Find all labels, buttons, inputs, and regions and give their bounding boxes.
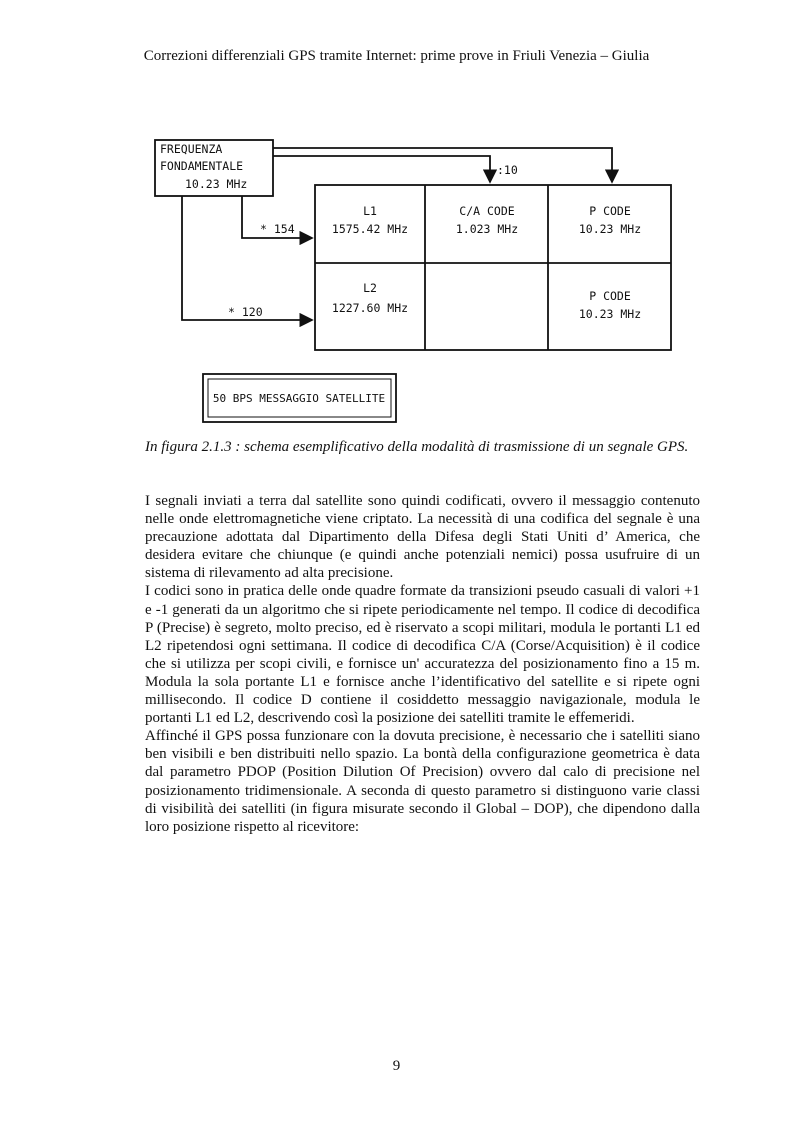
l2-freq: 1227.60 MHz [331, 301, 409, 315]
paragraph: I codici sono in pratica delle onde quadre formate da transizioni pseudo casuali di valori +1 e -1 generati da un algoritmo che si ripete periodicamente nel tempo. Il codice di decodifica P (Precise) è segreto, molto preciso, ed è riservato a scopi militari, modula le portanti L1 ed L2 ripetendosi ogni settimana. Il codice di decodifica C/A (Corse/Acquisition) è il codice che si utilizza per scopi civili, e fornisce un' accuratezza del posizionamento fino a 15 m. Modula la sola portante L1 e fornisce anche l’identificativo del satellite e si ripete ogni millisecondo. Il codice D contiene il cosiddetto messaggio navigazionale, modula le portanti L1 ed L2, descrivendo così la posizione dei satelliti tramite le effemeridi. [145, 583, 700, 727]
p-code-1-name: P CODE [589, 204, 631, 218]
figure-caption: In figura 2.1.3 : schema esemplificativo della modalità di trasmissione di un segnale GPS. [145, 439, 689, 455]
paragraph: I segnali inviati a terra dal satellite sono quindi codificati, ovvero il messaggio contenuto nelle onde elettromagnetiche viene criptato. La necessità di una codifica del segnale è una precauzione adottata dal Dipartimento della Difesa degli Stati Uniti d’ America, che desidera evitare che chiunque (e quindi anche potenziali nemici) possa usufruire di un sistema di rilevamento ad alta precisione. [145, 493, 700, 582]
paragraph: Affinché il GPS possa funzionare con la dovuta precisione, è necessario che i satelliti siano ben visibili e ben distribuiti nello spazio. La bontà della configurazione geometrica è data dal parametro PDOP (Position Dilution Of Precision) ovvero dal calo di precisione nel posizionamento tridimensionale. A seconda di questo parametro si distinguono varie classi di visibilità dei satelliti (in figura misurate secondo il Global – DOP), che dipendono dalla loro posizione rispetto al ricevitore: [145, 728, 700, 835]
body-text [145, 492, 700, 836]
p-code-2-name: P CODE [589, 289, 631, 303]
l2-name: L2 [363, 281, 377, 295]
freq-line2: FONDAMENTALE [160, 159, 244, 173]
p-code-2-freq: 10.23 MHz [578, 307, 642, 321]
page-header: Correzioni differenziali GPS tramite Internet: prime prove in Friuli Venezia – Giulia [143, 48, 650, 64]
ca-code-name: C/A CODE [459, 204, 515, 218]
divide-label: :10 [497, 163, 518, 177]
multiply-l2-label: * 120 [228, 305, 263, 319]
page-number: 9 [392, 1058, 401, 1074]
l1-name: L1 [363, 204, 377, 218]
l1-freq: 1575.42 MHz [331, 222, 409, 236]
freq-line3: 10.23 MHz [185, 177, 248, 191]
arrow-to-l2 [182, 196, 312, 320]
message-box-label: 50 BPS MESSAGGIO SATELLITE [212, 392, 386, 405]
multiply-l1-label: * 154 [260, 222, 295, 236]
arrow-to-p-code [273, 148, 612, 182]
arrow-to-ca-code [273, 156, 490, 182]
freq-line1: FREQUENZA [160, 142, 223, 156]
ca-code-freq: 1.023 MHz [455, 222, 519, 236]
gps-signal-diagram [140, 130, 680, 430]
p-code-1-freq: 10.23 MHz [578, 222, 642, 236]
